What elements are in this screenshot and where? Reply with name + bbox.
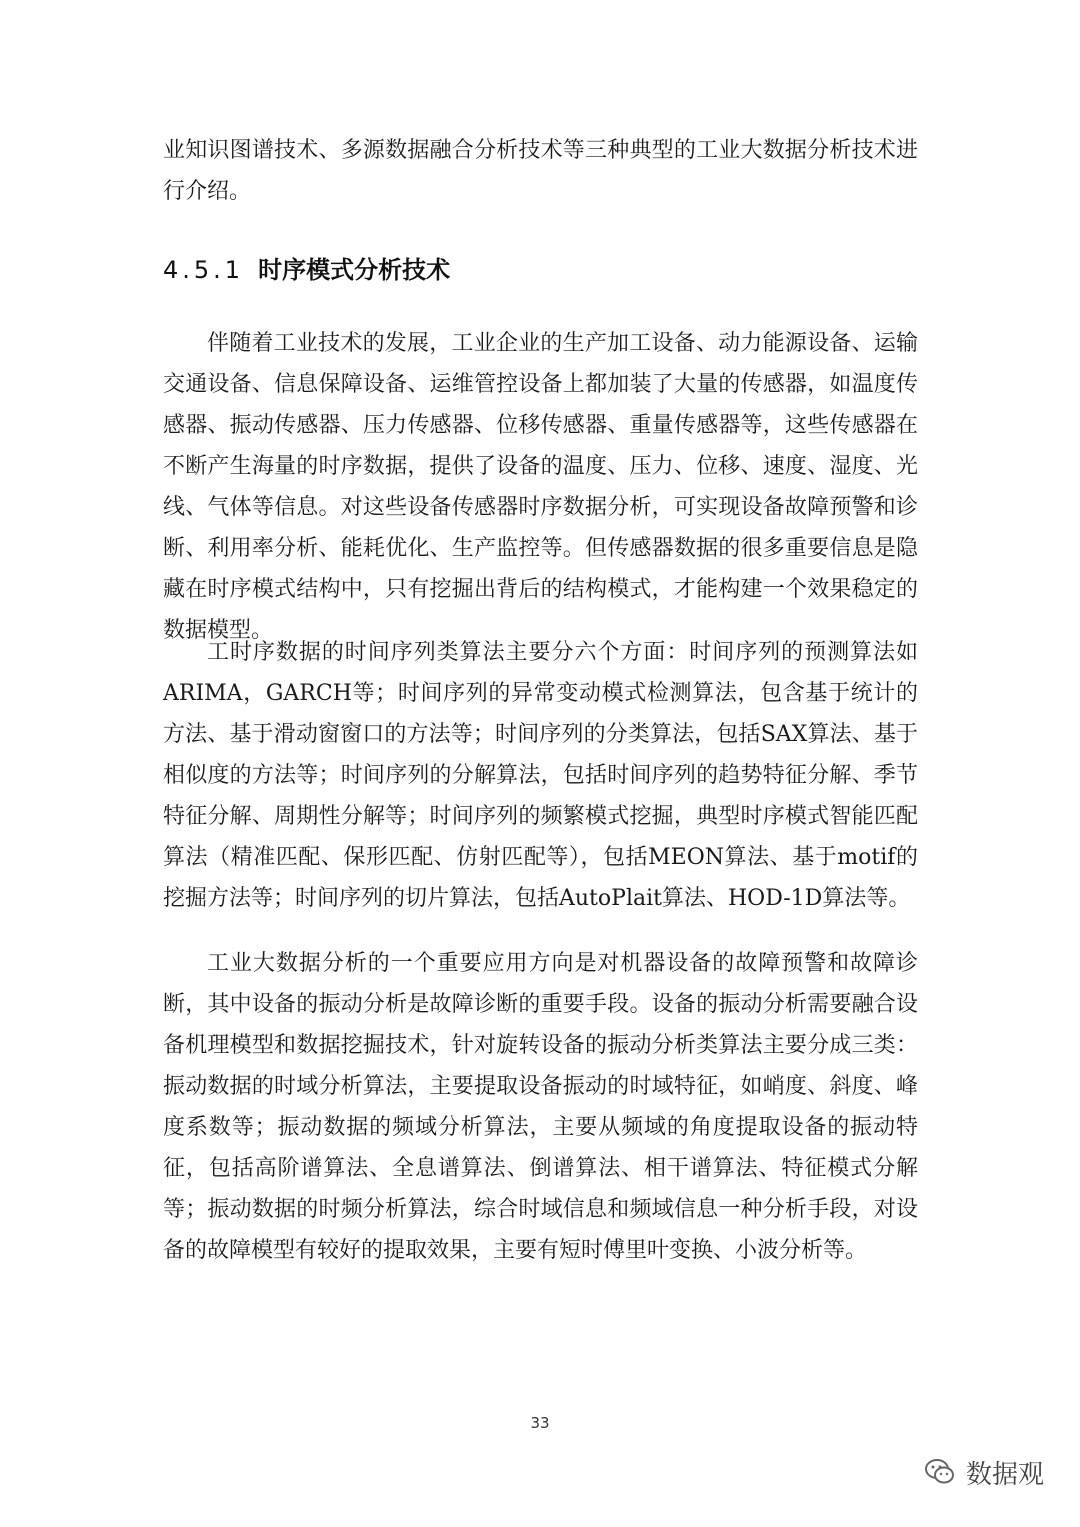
section-number: 4.5.1	[163, 256, 245, 284]
brand-watermark	[924, 1450, 1044, 1494]
section-heading	[163, 250, 450, 285]
brand-name: 数据观	[965, 1459, 1044, 1490]
body-paragraph-3: 工业大数据分析的一个重要应用方向是对机器设备的故障预警和故障诊断，其中设备的振动分析是故障诊断的重要手段。设备的振动分析需要融合设备机理模型和数据挖掘技术，针对旋转设备的振动分析类算法主要分成三类：振动数据的时域分析算法，主要提取设备振动的时域特征，如峭度、斜度、峰度系数等；振动数据的频域分析算法，主要从频域的角度提取设备的振动特征，包括高阶谱算法、全息谱算法、倒谱算法、相干谱算法、特征模式分解等；振动数据的时频分析算法，综合时域信息和频域信息一种分析手段，对设备的故障模型有较好的提取效果，主要有短时傅里叶变换、小波分析等。	[163, 951, 918, 1263]
intro-paragraph-tail: 业知识图谱技术、多源数据融合分析技术等三种典型的工业大数据分析技术进行介绍。	[163, 138, 918, 204]
section-title: 时序模式分析技术	[258, 256, 451, 284]
body-paragraph-2: 工时序数据的时间序列类算法主要分六个方面：时间序列的预测算法如ARIMA，GARCH等；时间序列的异常变动模式检测算法，包含基于统计的方法、基于滑动窗窗口的方法等；时间序列的分类算法，包括SAX算法、基于相似度的方法等；时间序列的分解算法，包括时间序列的趋势特征分解、季节特征分解、周期性分解等；时间序列的频繁模式挖掘，典型时序模式智能匹配算法（精准匹配、保形匹配、仿射匹配等），包括MEON算法、基于motif的挖掘方法等；时间序列的切片算法，包括AutoPlait算法、HOD-1D算法等。	[163, 640, 918, 911]
body-paragraph-1: 伴随着工业技术的发展，工业企业的生产加工设备、动力能源设备、运输交通设备、信息保障设备、运维管控设备上都加装了大量的传感器，如温度传感器、振动传感器、压力传感器、位移传感器、重量传感器等，这些传感器在不断产生海量的时序数据，提供了设备的温度、压力、位移、速度、湿度、光线、气体等信息。对这些设备传感器时序数据分析，可实现设备故障预警和诊断、利用率分析、能耗优化、生产监控等。但传感器数据的很多重要信息是隐藏在时序模式结构中，只有挖掘出背后的结构模式，才能构建一个效果稳定的数据模型。	[163, 331, 918, 643]
wechat-icon	[924, 1456, 956, 1488]
page-number: 33	[530, 1414, 550, 1432]
